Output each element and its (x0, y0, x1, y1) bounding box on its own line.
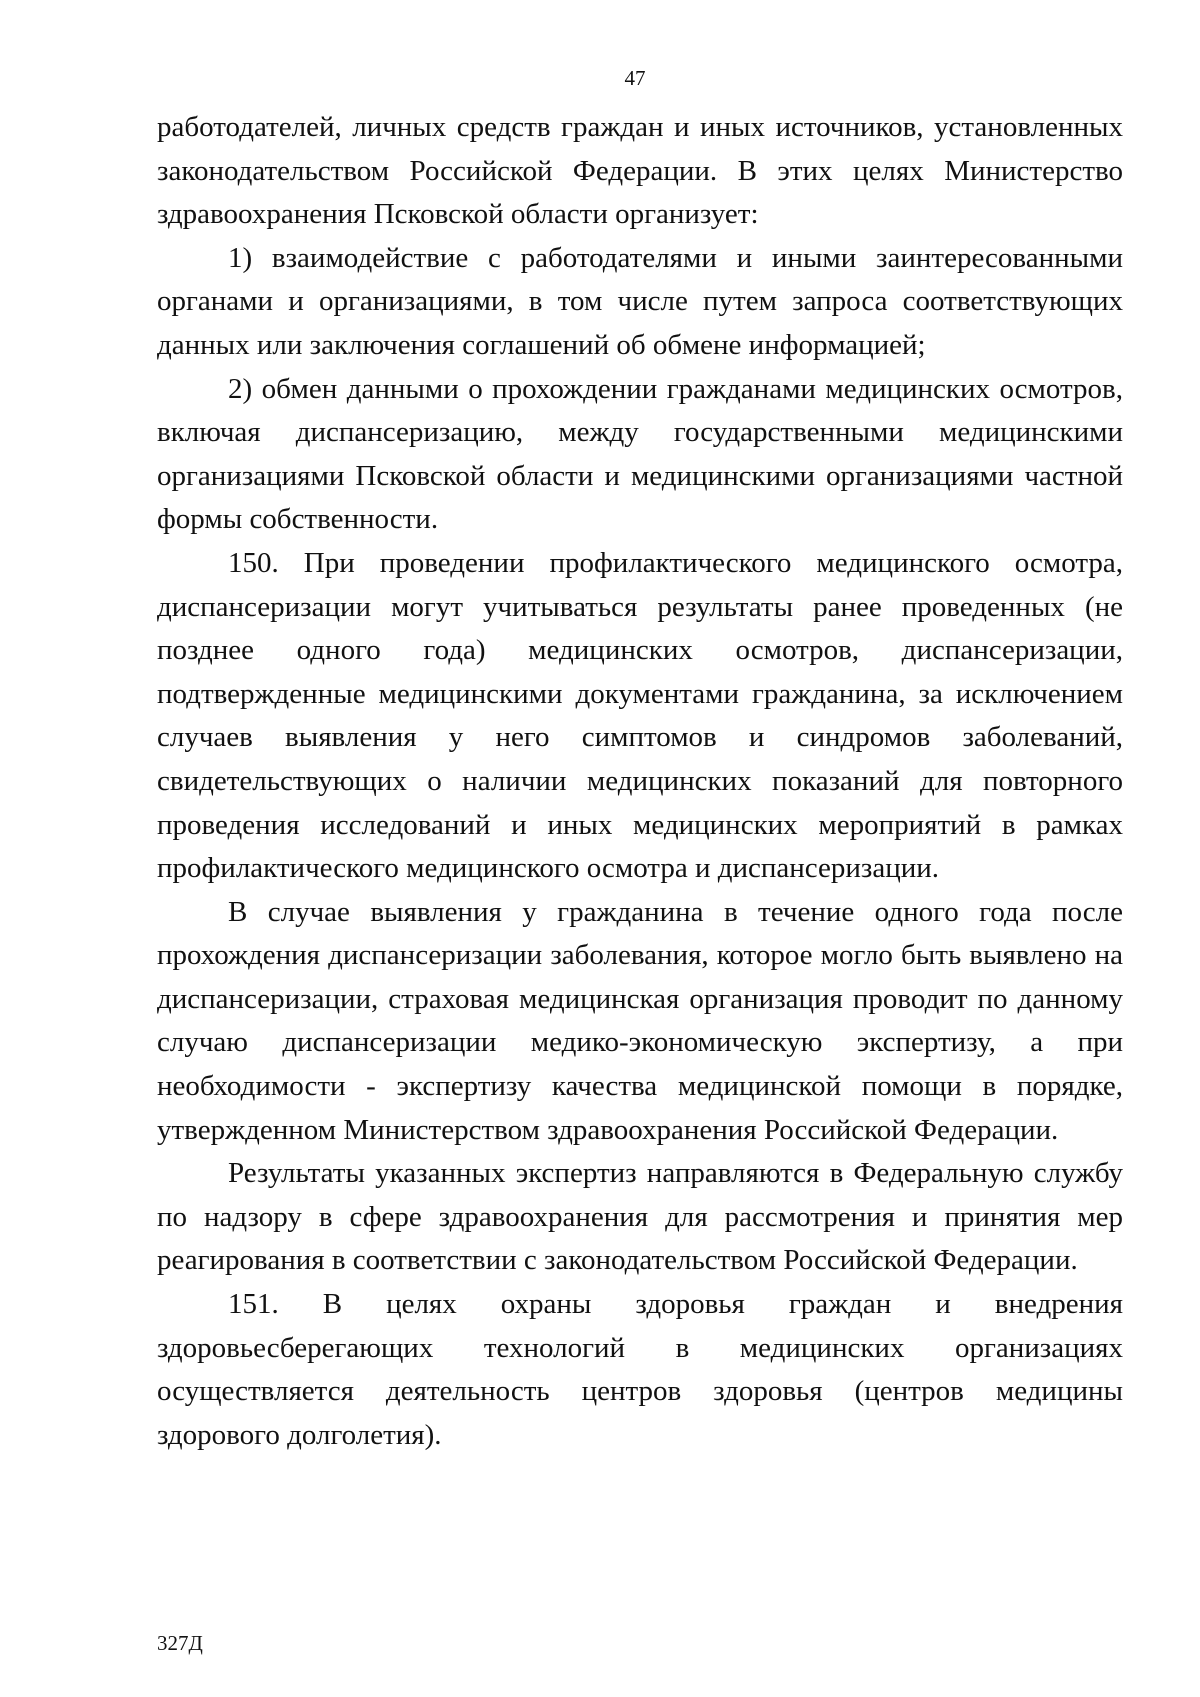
paragraph-expertise: В случае выявления у гражданина в течение одного года после прохождения диспансеризации заболевания, которое могло быть выявлено на диспансеризации, страховая медицинская организация проводит по данному случаю диспансеризации медико-экономическую экспертизу, а при необходимости - экспертизу качества медицинской помощи в порядке, утвержденном Министерством здравоохранения Российской Федерации. (157, 895, 1123, 1146)
page-number: 47 (624, 66, 646, 90)
paragraph-results: Результаты указанных экспертиз направляются в Федеральную службу по надзору в сфере здравоохранения для рассмотрения и принятия мер реагирования в соответствии с законодательством Российской Федерации. (157, 1157, 1123, 1277)
paragraph-item-2: 2) обмен данными о прохождении гражданами медицинских осмотров, включая диспансеризацию, между государственными медицинскими организациями Псковской области и медицинскими организациями частной формы собственности. (157, 372, 1123, 536)
paragraph-item-1: 1) взаимодействие с работодателями и иными заинтересованными органами и организациями, в том числе путем запроса соответствующих данных или заключения соглашений об обмене информацией; (157, 241, 1123, 361)
document-code: 327Д (157, 1631, 203, 1655)
document-body (157, 106, 1123, 1457)
paragraph-clause-150: 150. При проведении профилактического медицинского осмотра, диспансеризации могут учитываться результаты ранее проведенных (не позднее одного года) медицинских осмотров, диспансеризации, подтвержденные медицинскими документами гражданина, за исключением случаев выявления у него симптомов и синдромов заболеваний, свидетельствующих о наличии медицинских показаний для повторного проведения исследований и иных медицинских мероприятий в рамках профилактического медицинского осмотра и диспансеризации. (157, 546, 1123, 885)
paragraph-clause-151: 151. В целях охраны здоровья граждан и внедрения здоровьесберегающих технологий в медицинских организациях осуществляется деятельность центров здоровья (центров медицины здорового долголетия). (157, 1288, 1123, 1451)
paragraph-continuation: работодателей, личных средств граждан и иных источников, установленных законодательством Российской Федерации. В этих целях Министерство здравоохранения Псковской области организует: (157, 111, 1123, 231)
